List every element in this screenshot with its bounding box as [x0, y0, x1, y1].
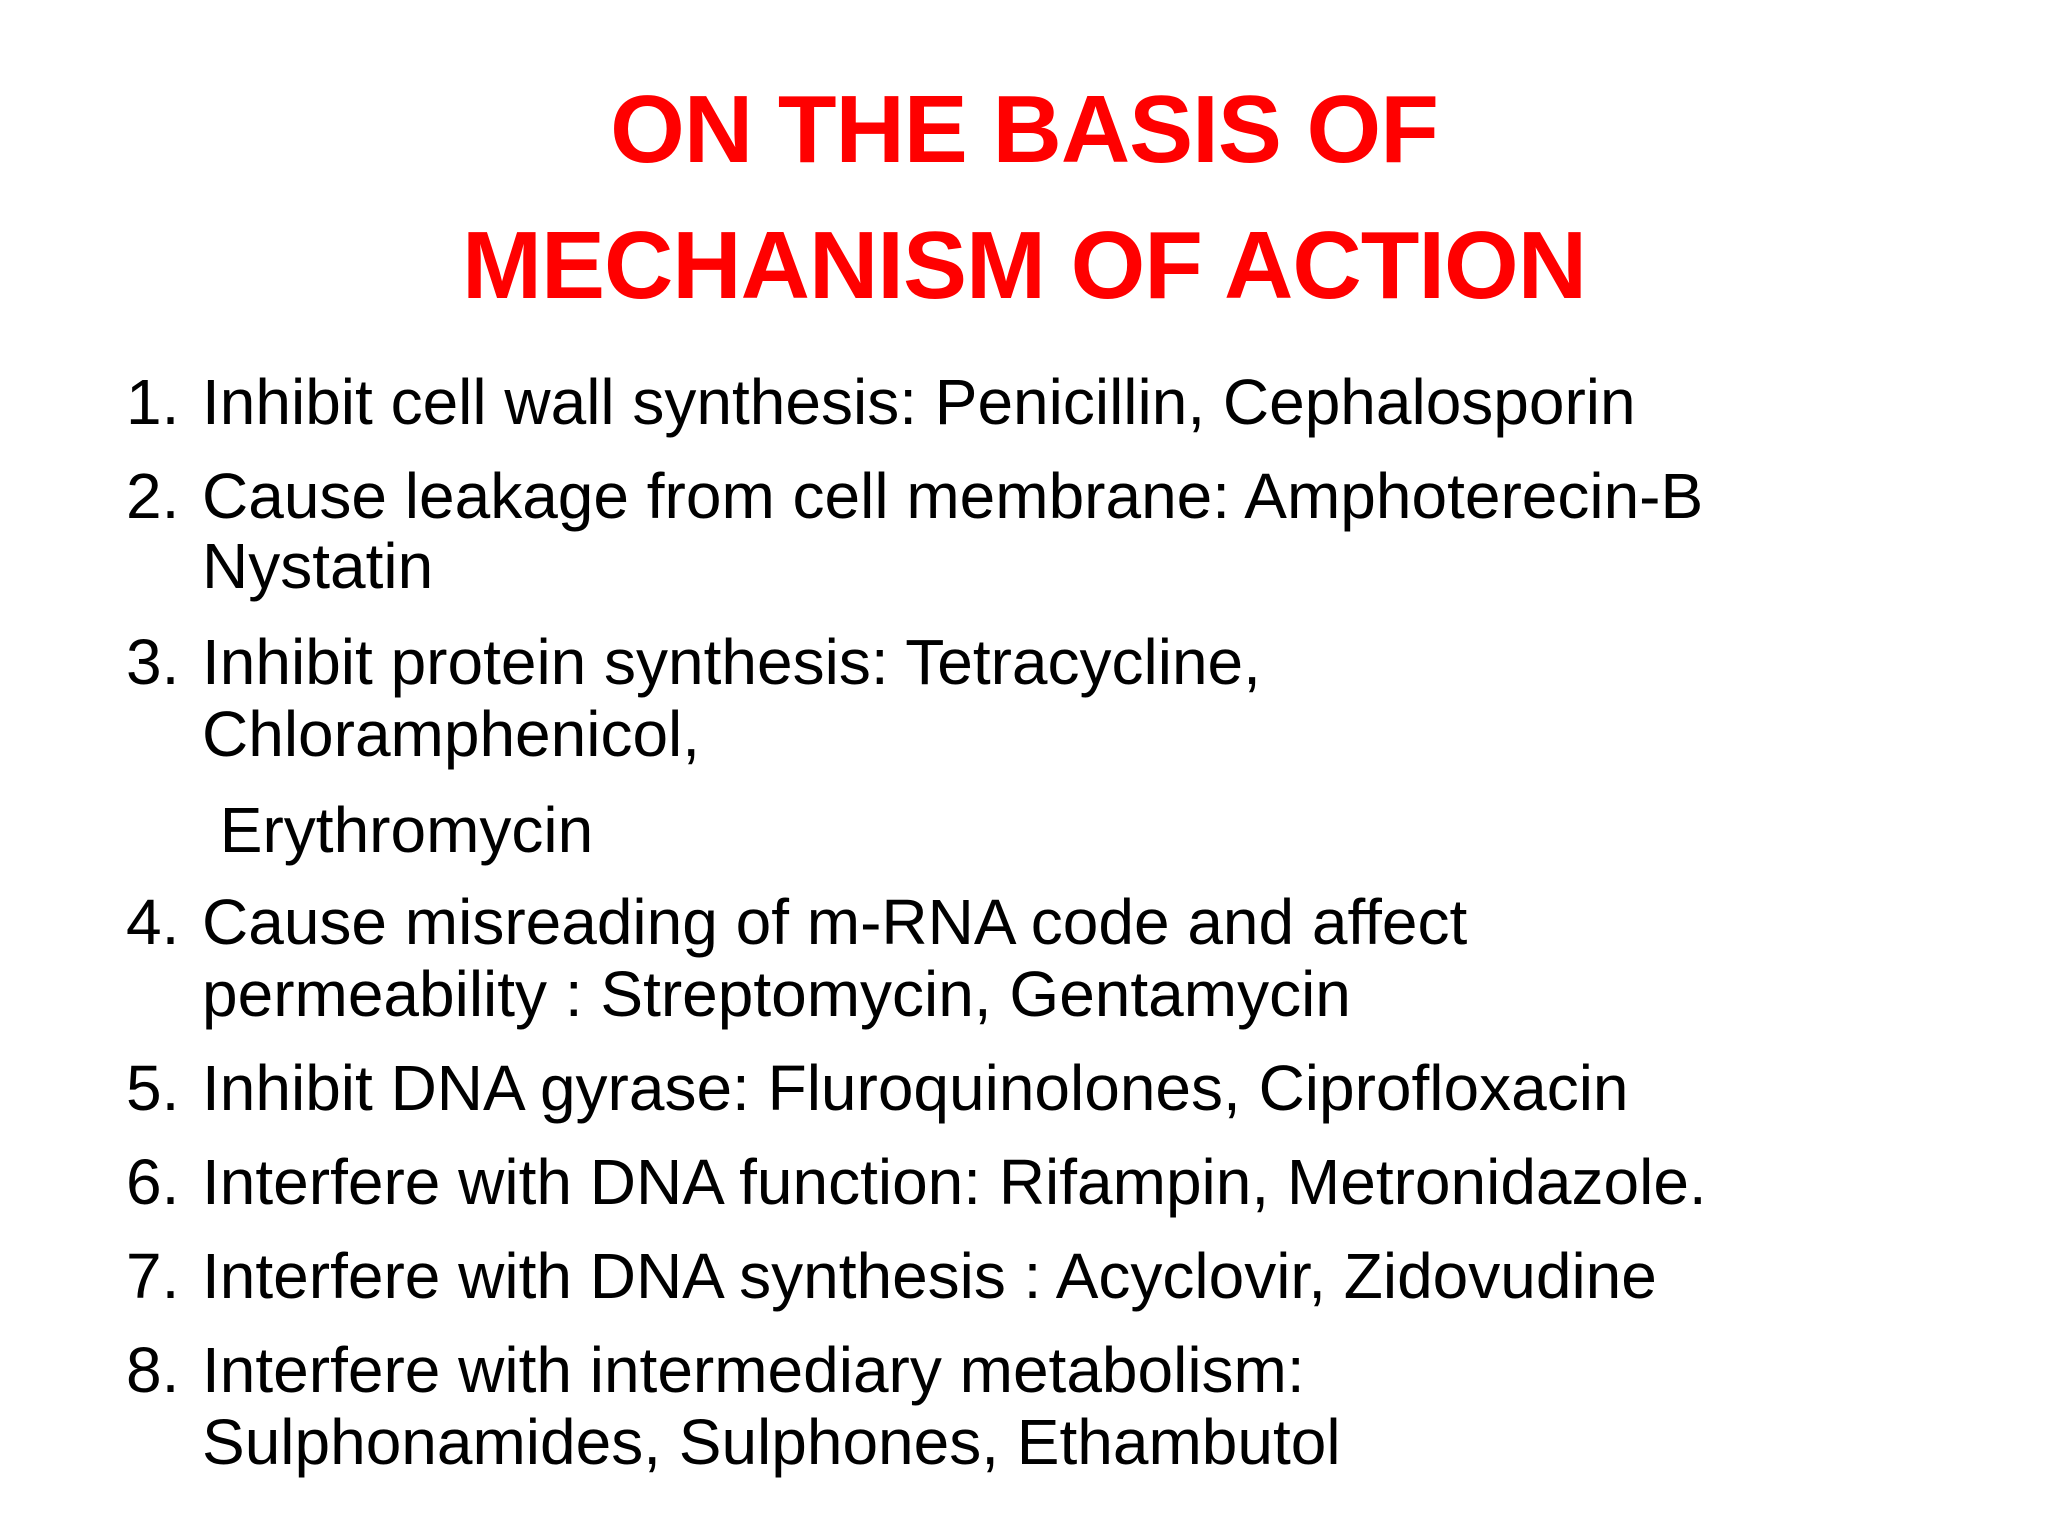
list-item-text: Inhibit protein synthesis: Tetracycline,: [202, 626, 1261, 698]
list-item-continuation: Nystatin: [202, 530, 434, 602]
list-item-continuation: Erythromycin: [202, 794, 594, 866]
slide-title-line-1: ON THE BASIS OF: [610, 76, 1438, 183]
list-item-continuation: Sulphonamides, Sulphones, Ethambutol: [202, 1406, 1341, 1478]
list-item-number: 7.: [126, 1240, 180, 1312]
list-item-number: 3.: [126, 626, 180, 698]
list-item-text: Inhibit DNA gyrase: Fluroquinolones, Ciprofloxacin: [202, 1052, 1629, 1124]
list-item-text: Interfere with intermediary metabolism:: [202, 1334, 1305, 1406]
list-item-text: Interfere with DNA synthesis : Acyclovir, Zidovudine: [202, 1240, 1657, 1312]
list-item-text: Cause leakage from cell membrane: Amphoterecin-B: [202, 460, 1704, 532]
slide-title-line-2: MECHANISM OF ACTION: [461, 212, 1587, 319]
list-item-number: 6.: [126, 1146, 180, 1218]
list-item-text: Interfere with DNA function: Rifampin, Metronidazole.: [202, 1146, 1707, 1218]
list-item-text: Cause misreading of m-RNA code and affect: [202, 886, 1468, 958]
list-item-number: 5.: [126, 1052, 180, 1124]
list-item-continuation: Chloramphenicol,: [202, 698, 701, 770]
list-item-text: Inhibit cell wall synthesis: Penicillin, Cephalosporin: [202, 366, 1636, 438]
list-item-continuation: permeability : Streptomycin, Gentamycin: [202, 958, 1351, 1030]
list-item-number: 4.: [126, 886, 180, 958]
list-item-number: 8.: [126, 1334, 180, 1406]
list-item-number: 2.: [126, 460, 180, 532]
list-item-number: 1.: [126, 366, 180, 438]
